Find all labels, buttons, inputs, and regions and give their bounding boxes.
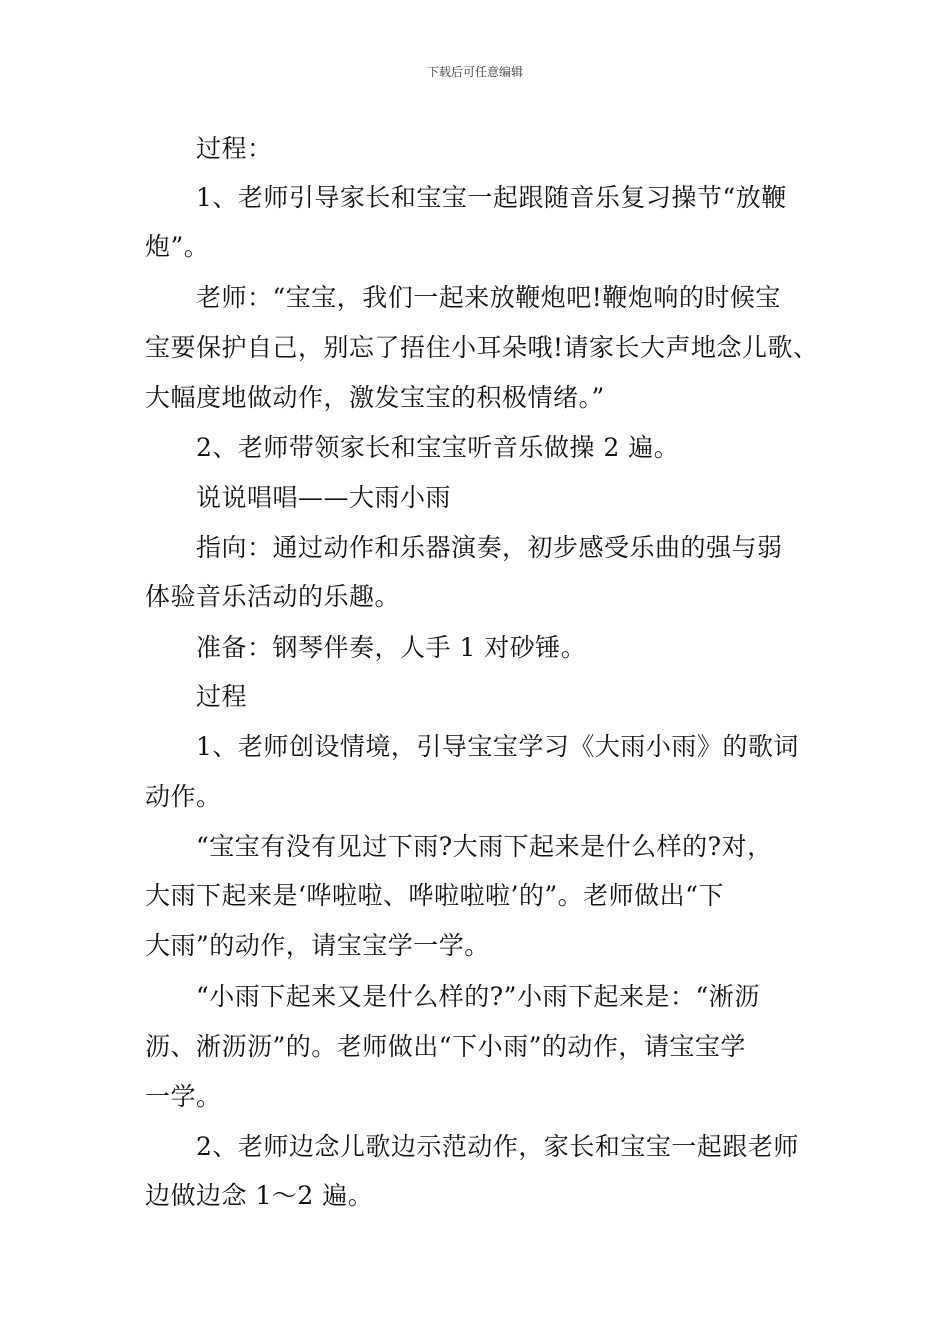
text-line: 大幅度地做动作，激发宝宝的积极情绪。” (145, 383, 605, 412)
text-line: “小雨下起来又是什么样的?”小雨下起来是：“淅沥 (196, 982, 760, 1011)
text-line: 一学。 (145, 1082, 222, 1111)
text-line: 过程 (196, 682, 248, 711)
text-line: 1、老师引导家长和宝宝一起跟随音乐复习操节“放鞭 (196, 183, 787, 212)
text-line: “宝宝有没有见过下雨?大雨下起来是什么样的?对， (196, 832, 773, 861)
text-line: 沥、淅沥沥”的。老师做出“下小雨”的动作，请宝宝学 (145, 1032, 746, 1061)
text-line: 体验音乐活动的乐趣。 (145, 582, 401, 611)
text-line: 边做边念 1～2 遍。 (145, 1181, 374, 1210)
text-line: 宝要保护自己，别忘了捂住小耳朵哦!请家长大声地念儿歌、 (145, 333, 819, 362)
text-line: 2、老师边念儿歌边示范动作，家长和宝宝一起跟老师 (196, 1132, 799, 1161)
section-heading: 说说唱唱——大雨小雨 (196, 483, 452, 512)
text-line: 炮”。 (145, 232, 210, 261)
text-line: 大雨下起来是‘哗啦啦、哗啦啦啦’的”。老师做出“下 (145, 881, 724, 910)
text-line: 大雨”的动作，请宝宝学一学。 (145, 931, 490, 960)
text-line: 老师：“宝宝，我们一起来放鞭炮吧!鞭炮响的时候宝 (196, 283, 781, 312)
page-header: 下载后可任意编辑 (426, 65, 523, 79)
text-line: 指向：通过动作和乐器演奏，初步感受乐曲的强与弱 (196, 533, 783, 562)
text-line: 2、老师带领家长和宝宝听音乐做操 2 遍。 (196, 433, 680, 462)
text-line: 动作。 (145, 782, 222, 811)
text-line: 1、老师创设情境，引导宝宝学习《大雨小雨》的歌词 (196, 732, 799, 761)
text-line: 过程： (196, 134, 273, 163)
text-line: 准备：钢琴伴奏，人手 1 对砂锤。 (196, 633, 587, 662)
